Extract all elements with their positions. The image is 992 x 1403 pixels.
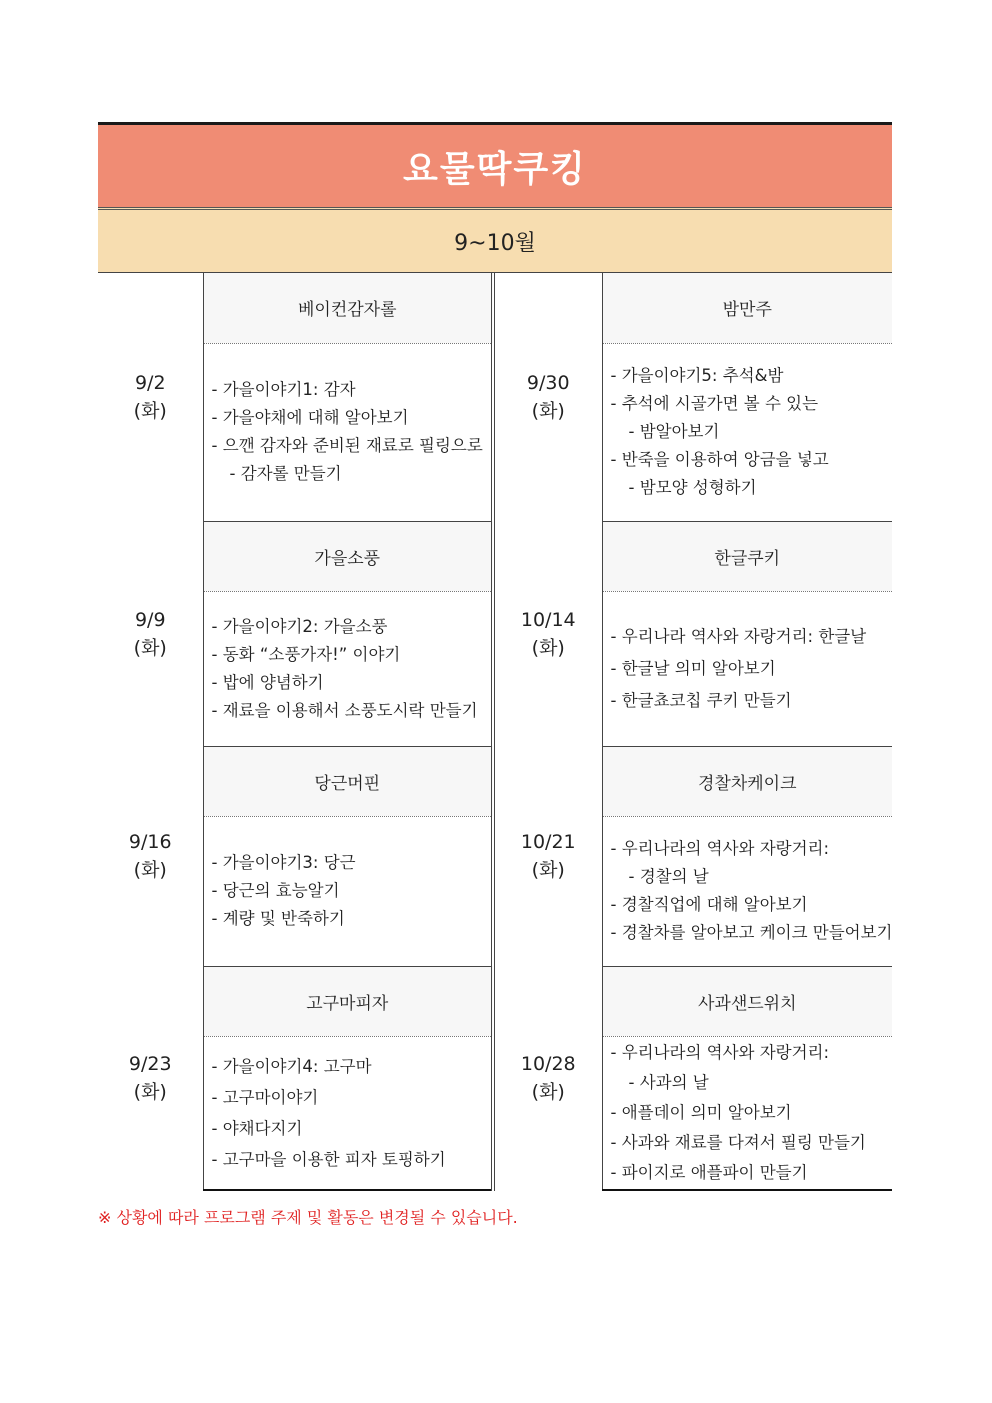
list-item: - 반죽을 이용하여 앙금을 넣고 <box>611 446 887 474</box>
list-item: - 밤알아보기 <box>611 418 887 446</box>
table-row <box>98 273 892 343</box>
list-item: - 한글쵸코칩 쿠키 만들기 <box>611 685 887 717</box>
list-item: - 경찰의 날 <box>611 863 887 891</box>
session-date: 10/21 (화) <box>493 746 602 966</box>
list-item: - 가을이야기4: 고구마 <box>212 1051 486 1082</box>
list-item: - 재료을 이용해서 소풍도시락 만들기 <box>212 697 486 725</box>
session-activities <box>602 1036 892 1190</box>
list-item: - 한글날 의미 알아보기 <box>611 653 887 685</box>
session-title: 베이컨감자롤 <box>203 273 493 343</box>
session-date: 9/16 (화) <box>98 746 203 966</box>
footnote: ※ 상황에 따라 프로그램 주제 및 활동은 변경될 수 있습니다. <box>98 1208 518 1227</box>
page-title: 요물딱쿠킹 <box>98 122 892 207</box>
session-date: 9/2 (화) <box>98 273 203 521</box>
list-item: - 사과의 날 <box>611 1068 887 1098</box>
list-item: - 경찰직업에 대해 알아보기 <box>611 891 887 919</box>
list-item: - 파이지로 애플파이 만들기 <box>611 1158 887 1188</box>
session-title: 경찰차케이크 <box>602 746 892 816</box>
list-item: - 경찰차를 알아보고 케이크 만들어보기 <box>611 919 887 947</box>
session-activities <box>203 343 493 521</box>
list-item: - 으깬 감자와 준비된 재료로 필링으로 <box>212 432 486 460</box>
session-date: 10/28 (화) <box>493 966 602 1190</box>
list-item: - 동화 “소풍가자!” 이야기 <box>212 641 486 669</box>
session-date: 9/23 (화) <box>98 966 203 1190</box>
session-activities <box>602 816 892 966</box>
list-item: - 고구마이야기 <box>212 1082 486 1113</box>
list-item: - 가을이야기1: 감자 <box>212 376 486 404</box>
session-title: 한글쿠키 <box>602 521 892 591</box>
list-item: - 우리나라 역사와 자랑거리: 한글날 <box>611 621 887 653</box>
session-title: 밤만주 <box>602 273 892 343</box>
period-header: 9~10월 <box>98 207 892 273</box>
list-item: - 추석에 시골가면 볼 수 있는 <box>611 390 887 418</box>
schedule-sheet <box>98 122 892 1191</box>
list-item: - 계량 및 반죽하기 <box>212 905 486 933</box>
list-item: - 밤모양 성형하기 <box>611 474 887 502</box>
list-item: - 우리나라의 역사와 자랑거리: <box>611 1038 887 1068</box>
list-item: - 가을이야기3: 당근 <box>212 849 486 877</box>
session-date: 9/9 (화) <box>98 521 203 746</box>
session-date: 9/30 (화) <box>493 273 602 521</box>
session-activities <box>602 591 892 746</box>
list-item: - 고구마을 이용한 피자 토핑하기 <box>212 1144 486 1175</box>
list-item: - 야채다지기 <box>212 1113 486 1144</box>
session-title: 사과샌드위치 <box>602 966 892 1036</box>
table-row <box>98 521 892 591</box>
list-item: - 가을이야기5: 추석&밤 <box>611 362 887 390</box>
list-item: - 가을야채에 대해 알아보기 <box>212 404 486 432</box>
session-activities <box>602 343 892 521</box>
session-title: 당근머핀 <box>203 746 493 816</box>
session-activities <box>203 591 493 746</box>
schedule-table <box>98 273 892 1191</box>
list-item: - 감자롤 만들기 <box>212 460 486 488</box>
session-activities <box>203 1036 493 1190</box>
table-row <box>98 966 892 1036</box>
session-title: 고구마피자 <box>203 966 493 1036</box>
list-item: - 당근의 효능알기 <box>212 877 486 905</box>
list-item: - 밥에 양념하기 <box>212 669 486 697</box>
table-row <box>98 746 892 816</box>
session-date: 10/14 (화) <box>493 521 602 746</box>
list-item: - 애플데이 의미 알아보기 <box>611 1098 887 1128</box>
list-item: - 우리나라의 역사와 자랑거리: <box>611 835 887 863</box>
list-item: - 가을이야기2: 가을소풍 <box>212 613 486 641</box>
session-title: 가을소풍 <box>203 521 493 591</box>
session-activities <box>203 816 493 966</box>
list-item: - 사과와 재료를 다져서 필링 만들기 <box>611 1128 887 1158</box>
